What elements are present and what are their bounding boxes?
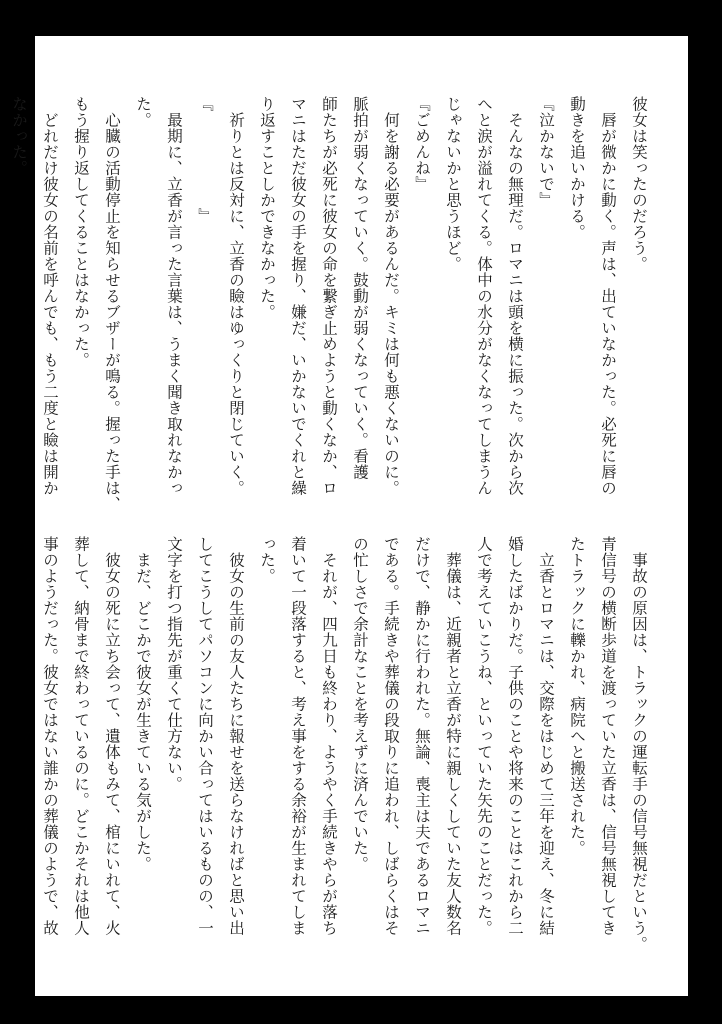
text-line: 『ごめんね』 [413,96,431,192]
text-line: 祈りとは反対に、立香の瞼はゆっくりと閉じていく。 [227,96,245,496]
text-line: それが、四九日も終わり、ようやく手続きやらが落ち [320,536,338,936]
text-line: 『泣かないで』 [537,96,555,208]
manuscript-page [10,36,688,996]
text-line: どれだけ彼女の名前を呼んでも、もう二度と瞼は開か [41,96,59,496]
text-line: してこうしてパソコンに向かい合ってはいるものの、一 [196,536,214,936]
text-line: 青信号の横断歩道を渡っていた立香は、信号無視してき [599,536,617,936]
text-line: 最期に、立香が言った言葉は、うまく聞き取れなかっ [165,96,183,496]
text-line: 彼女の死に立ち会って、遺体もみて、棺にいれて、火 [103,536,121,936]
text-line: じゃないかと思うほど。 [444,96,462,272]
text-line: た。 [134,96,152,128]
text-section-top [3,96,654,528]
text-line: 婚したばかりだ。子供のことや将来のことはこれから二 [506,536,524,936]
text-line: へと涙が溢れてくる。体中の水分がなくなってしまうん [475,96,493,496]
text-line: 事のようだった。彼女ではない誰かの葬儀のようで、故 [41,536,59,936]
text-line: 心臓の活動停止を知らせるブザーが鳴る。握った手は、 [103,96,121,512]
text-line: の忙しさで余計なことを考えずに済んでいた。 [351,536,369,872]
text-line: 唇が微かに動く。声は、出ていなかった。必死に唇の [599,96,617,496]
text-section-bottom [34,536,654,970]
text-line: 師たちが必死に彼女の命を繋ぎ止めようと動くなか、ロ [320,96,338,496]
text-line: である。手続きや葬儀の段取りに追われ、しばらくはそ [382,536,400,936]
text-line: 何を謝る必要があるんだ。キミは何も悪くないのに。 [382,96,400,496]
text-line: 立香とロマニは、交際をはじめて三年を迎え、冬に結 [537,536,555,936]
text-line: り返すことしかできなかった。 [258,96,276,320]
text-line: もう握り返してくることはなかった。 [72,96,90,368]
text-line: 人で考えていこうね、といっていた矢先のことだった。 [475,536,493,936]
text-line: だけで、静かに行われた。無論、喪主は夫であるロマニ [413,536,431,936]
text-line: まだ、どこかで彼女が生きている気がした。 [134,536,152,872]
text-line: 葬して、納骨まで終わっているのに。どこかそれは他人 [72,536,90,936]
text-line: 葬儀は、近親者と立香が特に親しくしていた友人数名 [444,536,462,936]
text-line: なかった。 [10,96,28,176]
text-line: たトラックに轢かれ、病院へと搬送された。 [568,536,586,856]
text-line: った。 [258,536,276,584]
text-line: 脈拍が弱くなっていく。鼓動が弱くなっていく。看護 [351,96,369,480]
text-line: 『 』 [196,96,214,224]
text-line: 文字を打つ指先が重くて仕方ない。 [165,536,183,792]
text-line: 着いて一段落すると、考え事をする余裕が生まれてしま [289,536,307,936]
text-line: 彼女の生前の友人たちに報せを送らなければと思い出 [227,536,245,936]
text-line: マニはただ彼女の手を握り、嫌だ、いかないでくれと繰 [289,96,307,496]
text-line: 彼女は笑ったのだろう。 [630,96,648,272]
text-line: 動きを追いかける。 [568,96,586,240]
text-line: そんなの無理だ。ロマニは頭を横に振った。次から次 [506,96,524,496]
text-line: 事故の原因は、トラックの運転手の信号無視だという。 [630,536,648,952]
